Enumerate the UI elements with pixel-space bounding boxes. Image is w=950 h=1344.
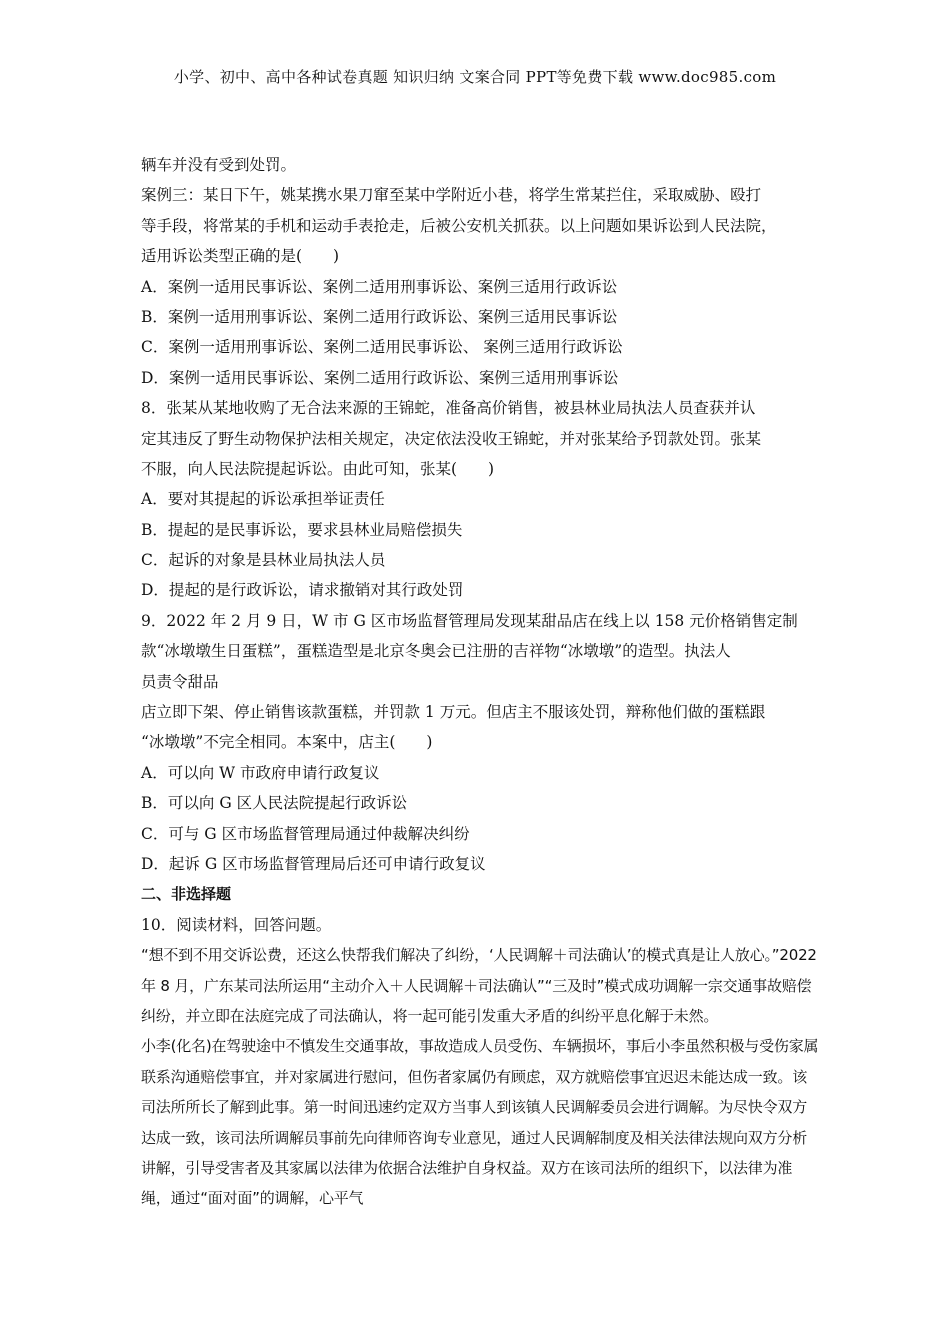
text-line: 等手段，将常某的手机和运动手表抢走，后被公安机关抓获。以上问题如果诉讼到人民法院， [141, 216, 777, 235]
section-title: 二、非选择题 [141, 885, 232, 904]
case-three-text: 案例三：某日下午，姚某携水果刀窜至某中学附近小巷，将学生常某拦住，采取威胁、殴打 [141, 186, 762, 205]
q8-option-c: C．起诉的对象是县林业局执法人员 [141, 551, 386, 570]
q7-option-d: D．案例一适用民事诉讼、案例二适用行政诉讼、案例三适用刑事诉讼 [141, 368, 619, 387]
q8-option-d: D．提起的是行政诉讼，请求撤销对其行政处罚 [141, 581, 464, 600]
question-10: 10．阅读材料，回答问题。 [141, 915, 332, 934]
text-line: 辆车并没有受到处罚。 [141, 156, 297, 174]
text-line: “冰墩墩”不完全相同。本案中，店主( ) [141, 733, 433, 752]
material-paragraph-2: 小李(化名)在驾驶途中不慎发生交通事故，事故造成人员受伤、车辆损坏，事后小李虽然积极与受伤家属联系沟通赔偿事宜，并对家属进行慰问，但伤者家属仍有顾虑，双方就赔偿事宜迟迟未能达成一致。该司法所所长了解到此事。第一时间迅速约定双方当事人到该镇人民调解委员会进行调解。为尽快令双方达成一致，该司法所调解员事前先向律师咨询专业意见，通过人民调解制度及相关法律法规向双方分析讲解，引导受害者及其家属以法律为依据合法维护自身权益。双方在该司法所的组织下，以法律为准绳，通过“面对面”的调解，心平气 [141, 1037, 819, 1208]
q8-option-b: B．提起的是民事诉讼，要求县林业局赔偿损失 [141, 520, 463, 539]
q7-option-b: B．案例一适用刑事诉讼、案例二适用行政诉讼、案例三适用民事诉讼 [141, 307, 618, 326]
question-stem: 适用诉讼类型正确的是( ) [141, 247, 340, 266]
text-line: 定其违反了野生动物保护法相关规定，决定依法没收王锦蛇，并对张某给予罚款处罚。张某 [141, 429, 762, 448]
q9-option-a: A．可以向 W 市政府申请行政复议 [141, 763, 380, 782]
q9-option-c: C．可与 G 区市场监督管理局通过仲裁解决纠纷 [141, 824, 470, 843]
text-line: 不服，向人民法院提起诉讼。由此可知，张某( ) [141, 459, 495, 478]
q9-option-b: B．可以向 G 区人民法院提起行政诉讼 [141, 794, 408, 813]
q7-option-a: A．案例一适用民事诉讼、案例二适用刑事诉讼、案例三适用行政诉讼 [141, 277, 618, 296]
text-line: 店立即下架、停止销售该款蛋糕，并罚款 1 万元。但店主不服该处罚，辩称他们做的蛋糕跟 [141, 703, 766, 722]
document-body [141, 150, 821, 1214]
question-9: 9．2022 年 2 月 9 日，W 市 G 区市场监督管理局发现某甜品店在线上以 158 元价格销售定制 [141, 611, 798, 630]
page-header: 小学、初中、高中各种试卷真题 知识归纳 文案合同 PPT等免费下载 www.doc985.com [173, 68, 777, 86]
question-8: 8．张某从某地收购了无合法来源的王锦蛇，准备高价销售，被县林业局执法人员查获并认 [141, 399, 756, 418]
q9-option-d: D．起诉 G 区市场监督管理局后还可申请行政复议 [141, 854, 486, 873]
text-line: 员责令甜品 [141, 672, 219, 691]
text-line: 款“冰墩墩生日蛋糕”，蛋糕造型是北京冬奥会已注册的吉祥物“冰墩墩”的造型。执法人 [141, 642, 731, 661]
q7-option-c: C．案例一适用刑事诉讼、案例二适用民事诉讼、 案例三适用行政诉讼 [141, 338, 623, 357]
q8-option-a: A．要对其提起的诉讼承担举证责任 [141, 490, 385, 509]
material-paragraph-1: “想不到不用交诉讼费，还这么快帮我们解决了纠纷，‘人民调解＋司法确认’的模式真是让人放心。”2022 年 8 月，广东某司法所运用“主动介入＋人民调解＋司法确认”“三及时”模式成功调解一宗交通事故赔偿纠纷，并立即在法庭完成了司法确认，将一起可能引发重大矛盾的纠纷平息化解于未然。 [141, 946, 817, 1025]
